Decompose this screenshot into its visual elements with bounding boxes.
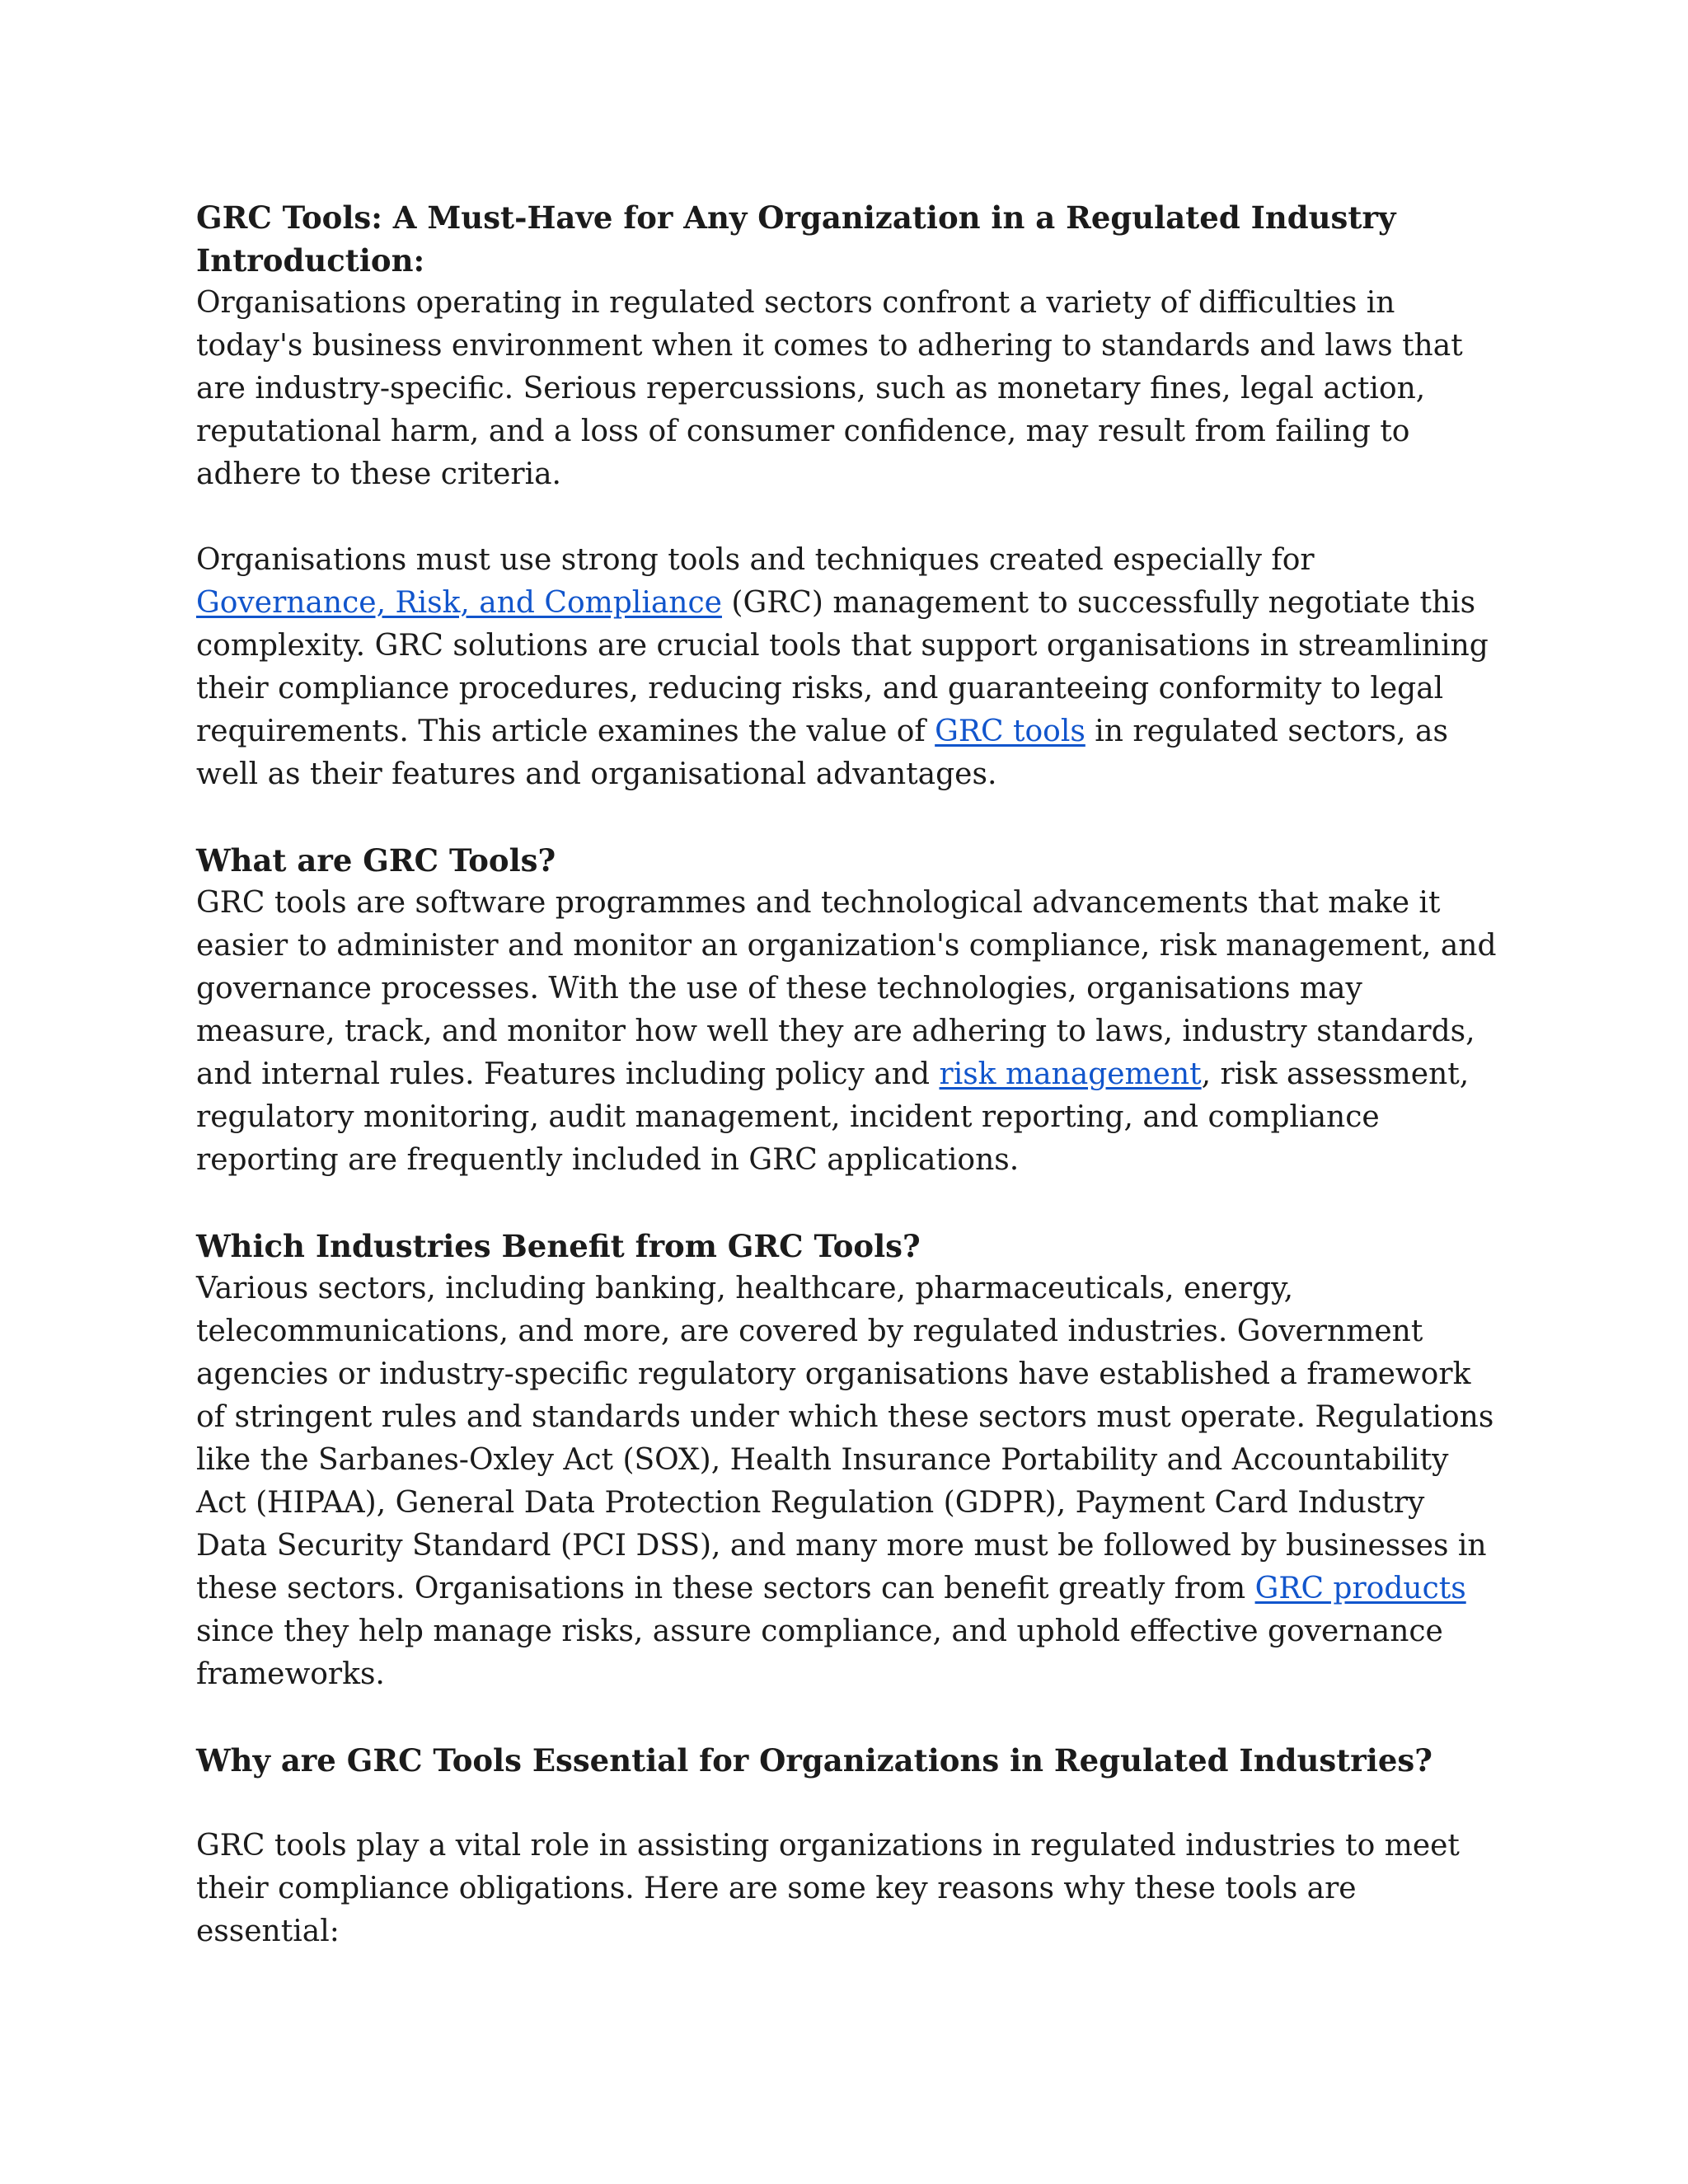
paragraph-gap [196,1182,1498,1225]
introduction-paragraph-1: Organisations operating in regulated sectors confront a variety of difficulties in today's business environment when it comes to adhering to standards and laws that are industry-specific. Serious repercussions, such as monetary fines, legal action, reputational harm, and a loss of consumer confidence, may result from failing to adhere to these criteria. [196,286,1463,491]
industries-paragraph [196,1268,1498,1696]
text-span: in regulated sectors, as well as their features and organisational advantages. [196,715,1448,791]
document-page [196,196,1498,1953]
paragraph-gap [196,796,1498,839]
governance-risk-compliance-link[interactable]: Governance, Risk, and Compliance [196,586,722,620]
document-title: GRC Tools: A Must-Have for Any Organization in a Regulated Industry [196,199,1396,236]
risk-management-link[interactable]: risk management [939,1057,1202,1091]
paragraph-gap [196,496,1498,539]
grc-products-link[interactable]: GRC products [1254,1572,1466,1605]
what-are-grc-tools-heading: What are GRC Tools? [196,842,556,879]
paragraph-gap [196,1696,1498,1739]
introduction-paragraph-2 [196,539,1498,796]
text-span: Various sectors, including banking, healthcare, pharmaceuticals, energy, telecommunications, and more, are covered by regulated industries. Government agencies or industry-specific regulatory organisations have established a framework of stringent rules and standards under which these sectors must operate. Regulations like the Sarbanes-Oxley Act (SOX), Health Insurance Portability and Accountability Act (HIPAA), General Data Protection Regulation (GDPR), Payment Card Industry Data Security Standard (PCI DSS), and many more must be followed by businesses in these sectors. Organisations in these sectors can benefit greatly from [196,1272,1494,1605]
text-span: (GRC) management to successfully negotiate this complexity. GRC solutions are crucial tools that support organisations in streamlining their compliance procedures, reducing risks, and guaranteeing conformity to legal requirements. This article examines the value of [196,586,1489,748]
industries-heading: Which Industries Benefit from GRC Tools? [196,1228,921,1264]
text-span: GRC tools are software programmes and technological advancements that make it easier to administer and monitor an organization's compliance, risk management, and governance processes. With the use of these technologies, organisations may measure, track, and monitor how well they are adhering to laws, industry standards, and internal rules. Features including policy and [196,886,1497,1091]
text-span: Organisations must use strong tools and techniques created especially for [196,543,1315,577]
text-span: , risk assessment, regulatory monitoring, audit management, incident reporting, and compliance reporting are frequently included in GRC applications. [196,1057,1470,1177]
paragraph-gap [196,1782,1498,1825]
why-essential-paragraph: GRC tools play a vital role in assisting organizations in regulated industries to meet their compliance obligations. Here are some key reasons why these tools are essential: [196,1829,1460,1948]
grc-tools-link[interactable]: GRC tools [935,715,1085,748]
text-span: since they help manage risks, assure compliance, and uphold effective governance frameworks. [196,1615,1443,1691]
introduction-heading: Introduction: [196,242,425,279]
what-are-grc-tools-paragraph [196,882,1498,1182]
why-essential-heading: Why are GRC Tools Essential for Organizations in Regulated Industries? [196,1742,1432,1779]
